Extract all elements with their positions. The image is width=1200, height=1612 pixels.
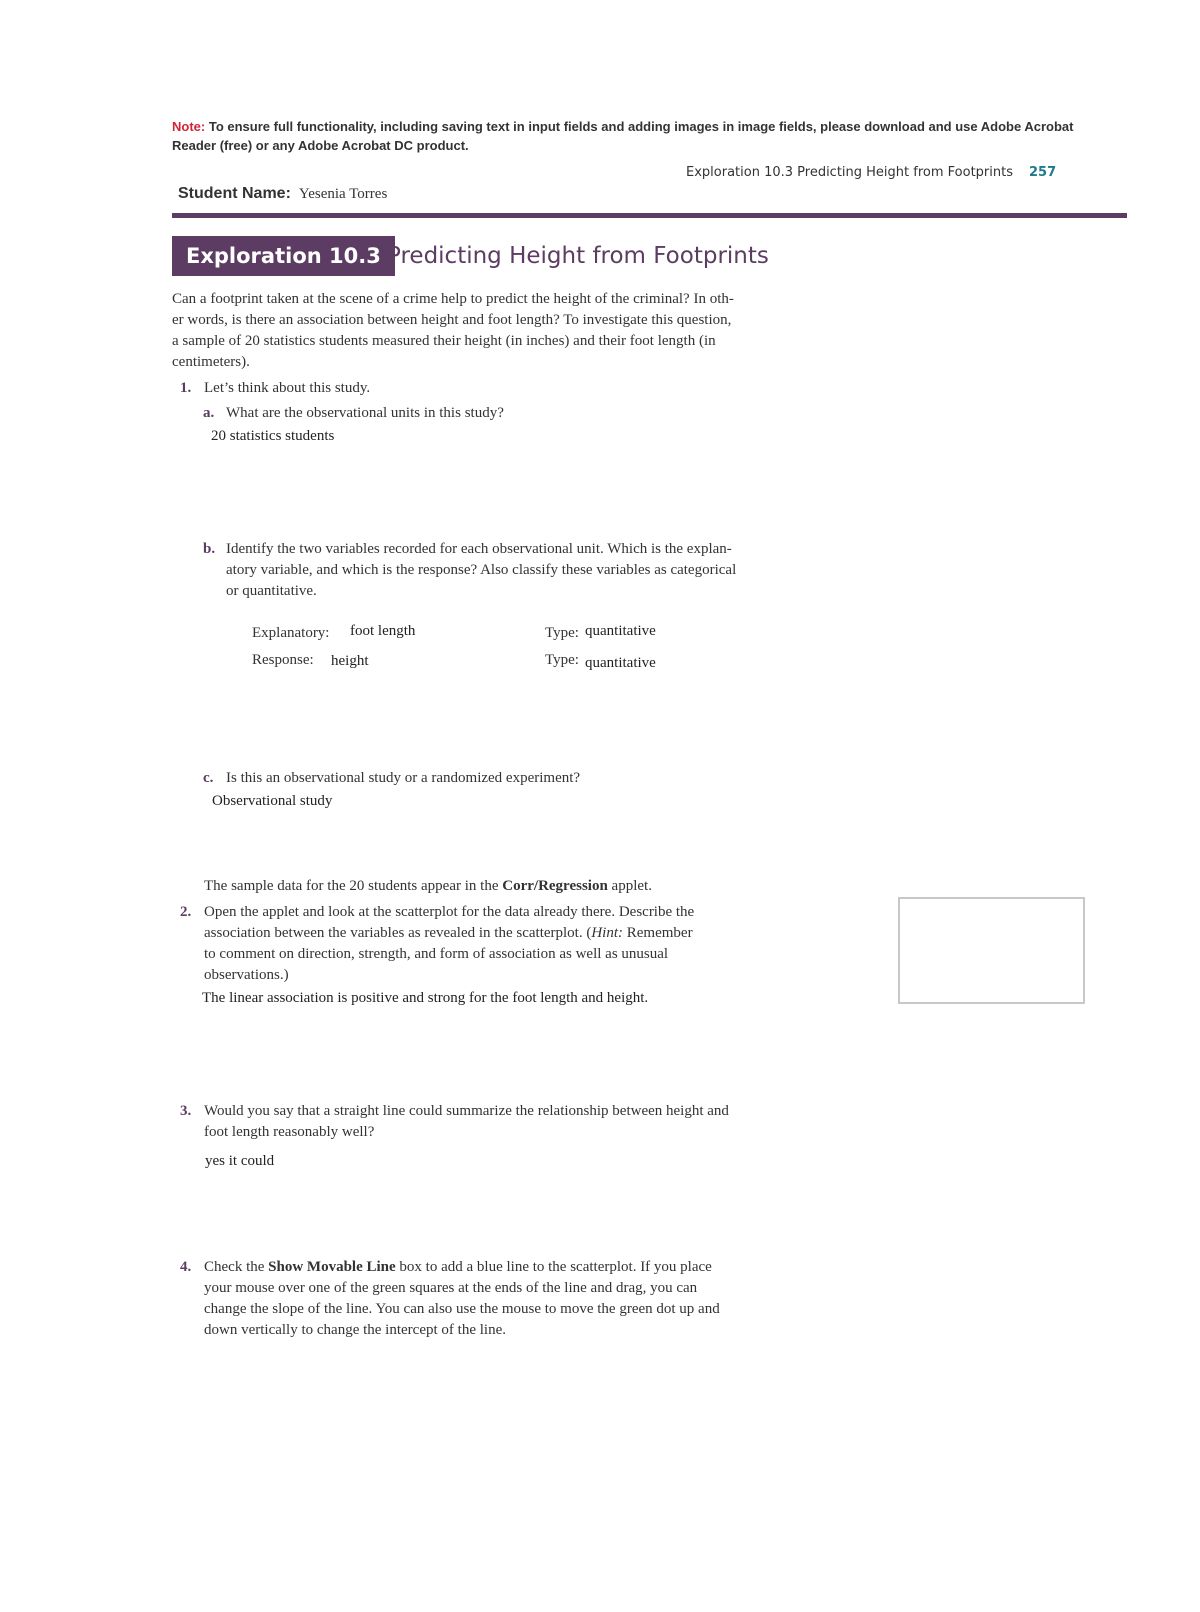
intro-line-4: centimeters). <box>172 354 250 370</box>
q1b-line-3: or quantitative. <box>226 583 317 599</box>
sample-note-pre: The sample data for the 20 students appear in the <box>204 878 503 894</box>
q1b-line-1: Identify the two variables recorded for each observational unit. Which is the explan- <box>226 541 732 557</box>
student-name-input[interactable]: Yesenia Torres <box>298 186 388 202</box>
header-rule <box>172 213 1127 218</box>
q2-line-4: observations.) <box>204 967 289 983</box>
response-type-label: Type: <box>545 652 579 668</box>
acrobat-note <box>172 117 1092 155</box>
image-field[interactable] <box>898 897 1085 1004</box>
q2-answer-field[interactable]: The linear association is positive and strong for the foot length and height. <box>202 990 649 1006</box>
note-text: To ensure full functionality, including saving text in input fields and adding images in image fields, please download and use Adobe Acrobat Reader (free) or any Adobe Acrobat DC product. <box>172 119 1074 153</box>
running-head-title: Exploration 10.3 Predicting Height from Footprints <box>686 165 1013 180</box>
q3-line-2: foot length reasonably well? <box>204 1124 375 1140</box>
q2-line-2 <box>204 923 693 944</box>
q1a-text: What are the observational units in this study? <box>226 405 504 421</box>
response-input[interactable]: height <box>331 653 369 669</box>
q4-number: 4. <box>180 1259 192 1275</box>
q1c-text: Is this an observational study or a randomized experiment? <box>226 770 581 786</box>
q4-line-4: down vertically to change the intercept of the line. <box>204 1322 506 1338</box>
q2-number: 2. <box>180 904 192 920</box>
explanatory-type-label: Type: <box>545 625 579 641</box>
sample-note-post: applet. <box>607 878 652 894</box>
q1a-answer-field[interactable]: 20 statistics students <box>211 428 335 444</box>
q4-line-1 <box>204 1257 712 1278</box>
q1c-label: c. <box>203 770 214 786</box>
q3-number: 3. <box>180 1103 192 1119</box>
explanatory-type-input[interactable]: quantitative <box>585 623 656 639</box>
q3-answer-field[interactable]: yes it could <box>205 1153 275 1169</box>
q4-line-3: change the slope of the line. You can also use the mouse to move the green dot up and <box>204 1301 720 1317</box>
q1c-answer-field[interactable]: Observational study <box>212 793 333 809</box>
exploration-badge: Exploration 10.3 <box>172 236 395 276</box>
applet-name: Corr/Regression <box>502 878 608 894</box>
hint-label: Hint: <box>591 925 624 941</box>
q2-line-1: Open the applet and look at the scatterplot for the data already there. Describe the <box>204 904 695 920</box>
q1-text: Let’s think about this study. <box>204 380 371 396</box>
intro-line-2: er words, is there an association between height and foot length? To investigate this question, <box>172 312 732 328</box>
q4-line-1-pre: Check the <box>204 1259 269 1275</box>
exploration-title: Predicting Height from Footprints <box>387 243 769 269</box>
explanatory-input[interactable]: foot length <box>350 623 416 639</box>
explanatory-label: Explanatory: <box>252 625 330 641</box>
q1-number: 1. <box>180 380 192 396</box>
q1b-label: b. <box>203 541 216 557</box>
q1b-line-2: atory variable, and which is the response? Also classify these variables as categorical <box>226 562 737 578</box>
note-label: Note: <box>172 119 206 134</box>
sample-data-note <box>204 876 652 897</box>
q2-line-2-post: Remember <box>623 925 693 941</box>
q2-line-3: to comment on direction, strength, and form of association as well as unusual <box>204 946 669 962</box>
student-name-label: Student Name: <box>178 185 291 202</box>
intro-line-1: Can a footprint taken at the scene of a crime help to predict the height of the criminal? In oth- <box>172 291 734 307</box>
response-label: Response: <box>252 652 314 668</box>
student-name-field <box>178 185 387 203</box>
q4-line-2: your mouse over one of the green squares at the ends of the line and drag, you can <box>204 1280 698 1296</box>
intro-line-3: a sample of 20 statistics students measured their height (in inches) and their foot length (in <box>172 333 716 349</box>
response-type-input[interactable]: quantitative <box>585 655 656 671</box>
running-head <box>686 165 1056 180</box>
q1a-label: a. <box>203 405 215 421</box>
q2-line-2-pre: association between the variables as revealed in the scatterplot. ( <box>204 925 592 941</box>
q4-line-1-post: box to add a blue line to the scatterplot. If you place <box>395 1259 712 1275</box>
q3-line-1: Would you say that a straight line could summarize the relationship between height and <box>204 1103 729 1119</box>
show-movable-line-label: Show Movable Line <box>268 1259 396 1275</box>
page-number: 257 <box>1029 165 1057 180</box>
